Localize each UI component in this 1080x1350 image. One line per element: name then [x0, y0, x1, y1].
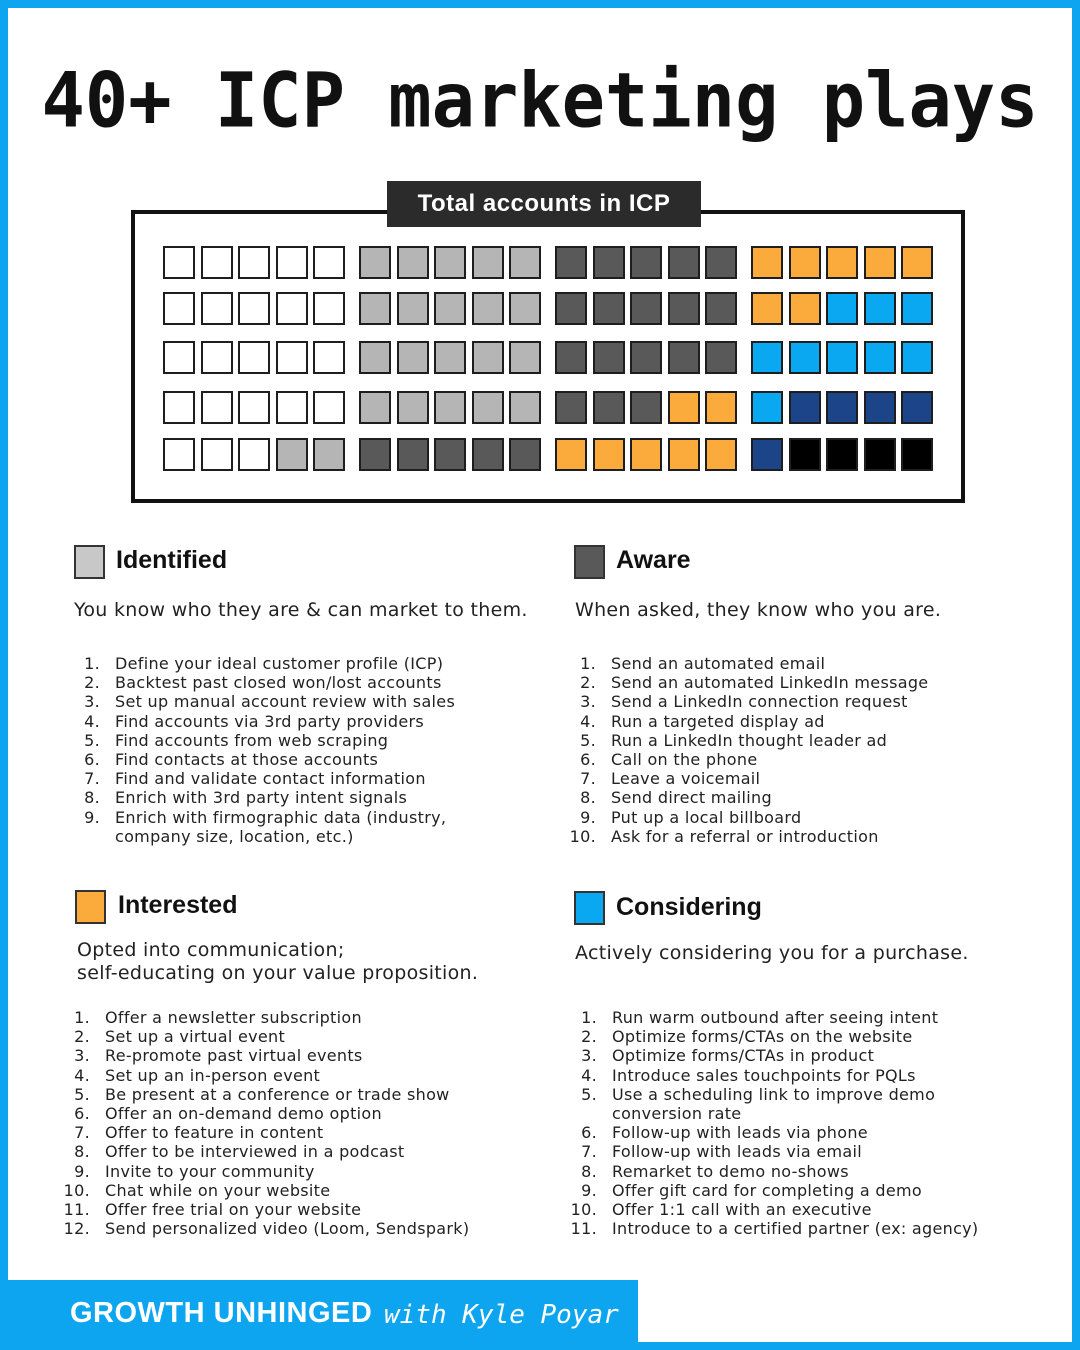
account-cell-identified	[397, 391, 429, 424]
section-description-aware: When asked, they know who you are.	[575, 599, 942, 621]
account-cell-aware	[593, 292, 625, 325]
section-description-identified: You know who they are & can market to them.	[74, 599, 528, 621]
play-item	[60, 1027, 550, 1046]
play-text: Remarket to demo no-shows	[612, 1161, 849, 1181]
play-item	[566, 808, 1056, 827]
play-text: Enrich with 3rd party intent signals	[115, 788, 408, 808]
play-item	[567, 1008, 1067, 1027]
play-number: 5.	[580, 730, 596, 750]
play-text: Find and validate contact information	[115, 769, 426, 789]
play-number: 3.	[580, 692, 596, 712]
account-cell-engaged	[751, 438, 783, 471]
account-cell-identified_unmarked	[201, 246, 233, 279]
play-item	[567, 1181, 1067, 1200]
account-cell-aware	[555, 246, 587, 279]
play-item	[70, 750, 550, 769]
play-number: 8.	[74, 1142, 90, 1162]
play-item	[566, 731, 1056, 750]
play-number: 4.	[84, 711, 100, 731]
section-description-interested: Opted into communication; self-educating on your value proposition.	[77, 939, 479, 984]
account-cell-interested	[668, 391, 700, 424]
play-number: 4.	[581, 1065, 597, 1085]
play-item	[566, 788, 1056, 807]
play-item	[70, 712, 550, 731]
account-cell-interested	[751, 246, 783, 279]
play-item	[566, 769, 1056, 788]
account-cell-identified	[313, 438, 345, 471]
account-cell-identified_unmarked	[238, 246, 270, 279]
account-cell-interested	[864, 246, 896, 279]
account-cell-interested	[901, 246, 933, 279]
play-text: Send an automated email	[611, 654, 826, 673]
play-item	[60, 1181, 550, 1200]
account-cell-interested	[826, 246, 858, 279]
play-number: 3.	[581, 1046, 597, 1066]
account-cell-identified_unmarked	[313, 292, 345, 325]
account-cell-interested	[593, 438, 625, 471]
play-number: 12.	[63, 1219, 90, 1239]
play-item	[566, 827, 1056, 846]
play-item	[567, 1123, 1067, 1142]
play-text: Send a LinkedIn connection request	[611, 692, 908, 712]
account-cell-engaged	[901, 391, 933, 424]
account-cell-interested	[555, 438, 587, 471]
account-cell-identified_unmarked	[276, 292, 308, 325]
play-text: Use a scheduling link to improve demo conversion rate	[612, 1084, 936, 1124]
account-cell-identified_unmarked	[313, 391, 345, 424]
play-number: 8.	[84, 788, 100, 808]
play-text: Introduce to a certified partner (ex: agency)	[612, 1219, 979, 1239]
account-cell-identified	[509, 246, 541, 279]
account-cell-identified_unmarked	[238, 292, 270, 325]
account-cell-identified_unmarked	[163, 292, 195, 325]
play-number: 1.	[74, 1008, 90, 1027]
account-cell-identified_unmarked	[238, 391, 270, 424]
account-cell-interested	[668, 438, 700, 471]
play-number: 9.	[581, 1180, 597, 1200]
play-text: Offer gift card for completing a demo	[612, 1180, 922, 1200]
play-text: Backtest past closed won/lost accounts	[115, 673, 442, 693]
account-cell-identified	[434, 391, 466, 424]
account-cell-aware	[630, 341, 662, 374]
play-number: 7.	[84, 769, 100, 789]
play-number: 5.	[74, 1084, 90, 1104]
account-cell-aware	[668, 292, 700, 325]
account-cell-identified_unmarked	[163, 391, 195, 424]
play-text: Define your ideal customer profile (ICP)	[115, 654, 444, 673]
play-item	[566, 692, 1056, 711]
play-number: 10.	[570, 1200, 597, 1220]
account-cell-identified	[397, 341, 429, 374]
play-number: 2.	[580, 673, 596, 693]
play-item	[567, 1046, 1067, 1065]
play-item	[70, 654, 550, 673]
account-cell-identified	[359, 391, 391, 424]
account-cell-identified	[472, 391, 504, 424]
play-text: Offer to be interviewed in a podcast	[105, 1142, 405, 1162]
play-item	[566, 654, 1056, 673]
play-text: Set up a virtual event	[105, 1027, 286, 1047]
play-item	[60, 1142, 550, 1161]
account-cell-identified_unmarked	[276, 341, 308, 374]
account-cell-identified	[397, 246, 429, 279]
account-cell-aware	[705, 246, 737, 279]
account-cell-considering	[751, 341, 783, 374]
play-number: 9.	[84, 807, 100, 827]
account-cell-aware	[668, 341, 700, 374]
play-number: 7.	[581, 1142, 597, 1162]
play-item	[70, 788, 550, 807]
footer-brand: GROWTH UNHINGED	[70, 1297, 373, 1329]
play-text: Call on the phone	[611, 750, 758, 770]
play-item	[567, 1066, 1067, 1085]
play-number: 2.	[74, 1027, 90, 1047]
play-number: 7.	[74, 1123, 90, 1143]
play-number: 4.	[74, 1065, 90, 1085]
play-number: 8.	[580, 788, 596, 808]
play-text: Enrich with firmographic data (industry, company size, location, etc.)	[115, 807, 447, 846]
account-cell-identified	[359, 292, 391, 325]
account-cell-customer	[789, 438, 821, 471]
account-cell-identified	[276, 438, 308, 471]
play-text: Find contacts at those accounts	[115, 750, 379, 770]
account-cell-customer	[864, 438, 896, 471]
account-cell-aware	[359, 438, 391, 471]
play-item	[567, 1200, 1067, 1219]
play-text: Set up an in-person event	[105, 1065, 321, 1085]
play-number: 7.	[580, 769, 596, 789]
account-cell-identified	[434, 292, 466, 325]
account-cell-considering	[751, 391, 783, 424]
account-cell-aware	[630, 292, 662, 325]
play-list-aware	[566, 654, 1056, 846]
account-cell-identified	[359, 341, 391, 374]
play-item	[70, 731, 550, 750]
play-text: Send personalized video (Loom, Sendspark)	[105, 1219, 470, 1239]
play-item	[60, 1162, 550, 1181]
account-cell-aware	[668, 246, 700, 279]
interested-swatch	[75, 890, 106, 924]
account-cell-aware	[434, 438, 466, 471]
account-cell-identified_unmarked	[201, 341, 233, 374]
play-number: 2.	[84, 673, 100, 693]
play-number: 8.	[581, 1161, 597, 1181]
play-number: 9.	[74, 1161, 90, 1181]
account-cell-identified	[509, 292, 541, 325]
account-cell-considering	[789, 341, 821, 374]
account-cell-aware	[472, 438, 504, 471]
play-number: 10.	[63, 1180, 90, 1200]
play-text: Run a LinkedIn thought leader ad	[611, 730, 888, 750]
play-number: 5.	[581, 1084, 597, 1104]
play-number: 10.	[569, 826, 596, 846]
play-item	[567, 1162, 1067, 1181]
play-text: Send an automated LinkedIn message	[611, 673, 929, 693]
play-item	[60, 1085, 550, 1104]
account-cell-interested	[751, 292, 783, 325]
play-text: Run warm outbound after seeing intent	[612, 1008, 939, 1027]
account-cell-aware	[397, 438, 429, 471]
play-text: Offer an on-demand demo option	[105, 1104, 382, 1124]
play-text: Follow-up with leads via email	[612, 1142, 862, 1162]
account-cell-interested	[705, 391, 737, 424]
play-item	[567, 1142, 1067, 1161]
play-number: 3.	[84, 692, 100, 712]
account-cell-engaged	[864, 391, 896, 424]
play-text: Set up manual account review with sales	[115, 692, 456, 712]
section-title-considering: Considering	[616, 893, 762, 921]
account-cell-identified_unmarked	[201, 292, 233, 325]
account-cell-identified	[359, 246, 391, 279]
account-cell-identified_unmarked	[201, 391, 233, 424]
play-text: Offer a newsletter subscription	[105, 1008, 362, 1027]
play-number: 6.	[84, 750, 100, 770]
aware-swatch	[574, 545, 605, 579]
play-item	[70, 673, 550, 692]
account-cell-identified_unmarked	[163, 341, 195, 374]
play-text: Follow-up with leads via phone	[612, 1123, 868, 1143]
play-number: 1.	[84, 654, 100, 673]
account-cell-aware	[630, 391, 662, 424]
play-item	[70, 808, 550, 846]
play-item	[70, 769, 550, 788]
play-number: 1.	[581, 1008, 597, 1027]
play-item	[566, 673, 1056, 692]
considering-swatch	[574, 891, 605, 925]
play-number: 6.	[581, 1123, 597, 1143]
play-number: 3.	[74, 1046, 90, 1066]
account-cell-considering	[826, 341, 858, 374]
play-number: 4.	[580, 711, 596, 731]
account-cell-considering	[864, 341, 896, 374]
account-cell-identified	[397, 292, 429, 325]
play-number: 6.	[580, 750, 596, 770]
play-text: Ask for a referral or introduction	[611, 826, 879, 846]
account-cell-interested	[630, 438, 662, 471]
play-text: Offer free trial on your website	[105, 1200, 362, 1220]
play-text: Leave a voicemail	[611, 769, 761, 789]
account-cell-identified_unmarked	[313, 341, 345, 374]
play-text: Offer to feature in content	[105, 1123, 324, 1143]
account-cell-considering	[826, 292, 858, 325]
play-text: Find accounts from web scraping	[115, 730, 389, 750]
icp-box-label: Total accounts in ICP	[387, 181, 701, 227]
play-text: Optimize forms/CTAs on the website	[612, 1027, 913, 1047]
play-list-identified	[70, 654, 550, 846]
play-text: Be present at a conference or trade show	[105, 1084, 450, 1104]
account-cell-aware	[593, 341, 625, 374]
account-cell-identified	[434, 341, 466, 374]
play-item	[60, 1046, 550, 1065]
account-cell-aware	[509, 438, 541, 471]
account-cell-engaged	[826, 391, 858, 424]
account-cell-aware	[555, 391, 587, 424]
play-text: Put up a local billboard	[611, 807, 802, 827]
play-number: 2.	[581, 1027, 597, 1047]
account-cell-identified	[472, 341, 504, 374]
account-cell-identified	[509, 391, 541, 424]
account-cell-interested	[789, 246, 821, 279]
play-text: Introduce sales touchpoints for PQLs	[612, 1065, 916, 1085]
account-cell-considering	[864, 292, 896, 325]
account-cell-interested	[705, 438, 737, 471]
account-cell-identified	[472, 246, 504, 279]
play-item	[60, 1200, 550, 1219]
play-text: Chat while on your website	[105, 1180, 331, 1200]
play-item	[70, 692, 550, 711]
account-cell-customer	[826, 438, 858, 471]
section-title-aware: Aware	[616, 546, 691, 574]
account-cell-engaged	[789, 391, 821, 424]
section-description-considering: Actively considering you for a purchase.	[575, 942, 969, 964]
account-cell-identified_unmarked	[163, 438, 195, 471]
play-text: Re-promote past virtual events	[105, 1046, 363, 1066]
play-text: Run a targeted display ad	[611, 711, 825, 731]
account-cell-aware	[705, 341, 737, 374]
play-item	[60, 1123, 550, 1142]
footer-author: with Kyle Poyar	[384, 1300, 619, 1330]
account-cell-aware	[593, 391, 625, 424]
account-cell-aware	[705, 292, 737, 325]
account-cell-identified_unmarked	[238, 438, 270, 471]
play-item	[566, 750, 1056, 769]
account-cell-identified_unmarked	[276, 246, 308, 279]
section-title-interested: Interested	[118, 891, 238, 919]
play-text: Invite to your community	[105, 1161, 315, 1181]
account-cell-interested	[789, 292, 821, 325]
play-text: Send direct mailing	[611, 788, 772, 808]
account-cell-identified	[472, 292, 504, 325]
play-number: 5.	[84, 730, 100, 750]
play-item	[60, 1219, 550, 1238]
account-cell-aware	[630, 246, 662, 279]
play-number: 9.	[580, 807, 596, 827]
play-item	[567, 1085, 1067, 1123]
page-title: 40+ ICP marketing plays	[41, 55, 1039, 145]
account-cell-identified	[434, 246, 466, 279]
play-item	[60, 1104, 550, 1123]
play-item	[567, 1027, 1067, 1046]
identified-swatch	[74, 545, 105, 579]
play-item	[566, 712, 1056, 731]
account-cell-considering	[901, 292, 933, 325]
account-cell-identified_unmarked	[201, 438, 233, 471]
play-number: 11.	[570, 1219, 597, 1239]
account-cell-considering	[901, 341, 933, 374]
play-number: 11.	[63, 1200, 90, 1220]
account-cell-identified_unmarked	[313, 246, 345, 279]
account-cell-identified_unmarked	[238, 341, 270, 374]
account-cell-aware	[593, 246, 625, 279]
account-cell-aware	[555, 341, 587, 374]
icp-accounts-box	[131, 210, 965, 503]
section-title-identified: Identified	[116, 546, 228, 574]
account-cell-customer	[901, 438, 933, 471]
play-item	[567, 1219, 1067, 1238]
play-item	[60, 1066, 550, 1085]
account-cell-identified_unmarked	[276, 391, 308, 424]
play-list-interested	[60, 1008, 550, 1238]
play-text: Offer 1:1 call with an executive	[612, 1200, 872, 1220]
account-cell-aware	[555, 292, 587, 325]
account-cell-identified	[509, 341, 541, 374]
account-cell-identified_unmarked	[163, 246, 195, 279]
play-number: 1.	[580, 654, 596, 673]
play-number: 6.	[74, 1104, 90, 1124]
play-text: Find accounts via 3rd party providers	[115, 711, 425, 731]
play-item	[60, 1008, 550, 1027]
play-list-considering	[567, 1008, 1067, 1238]
play-text: Optimize forms/CTAs in product	[612, 1046, 875, 1066]
